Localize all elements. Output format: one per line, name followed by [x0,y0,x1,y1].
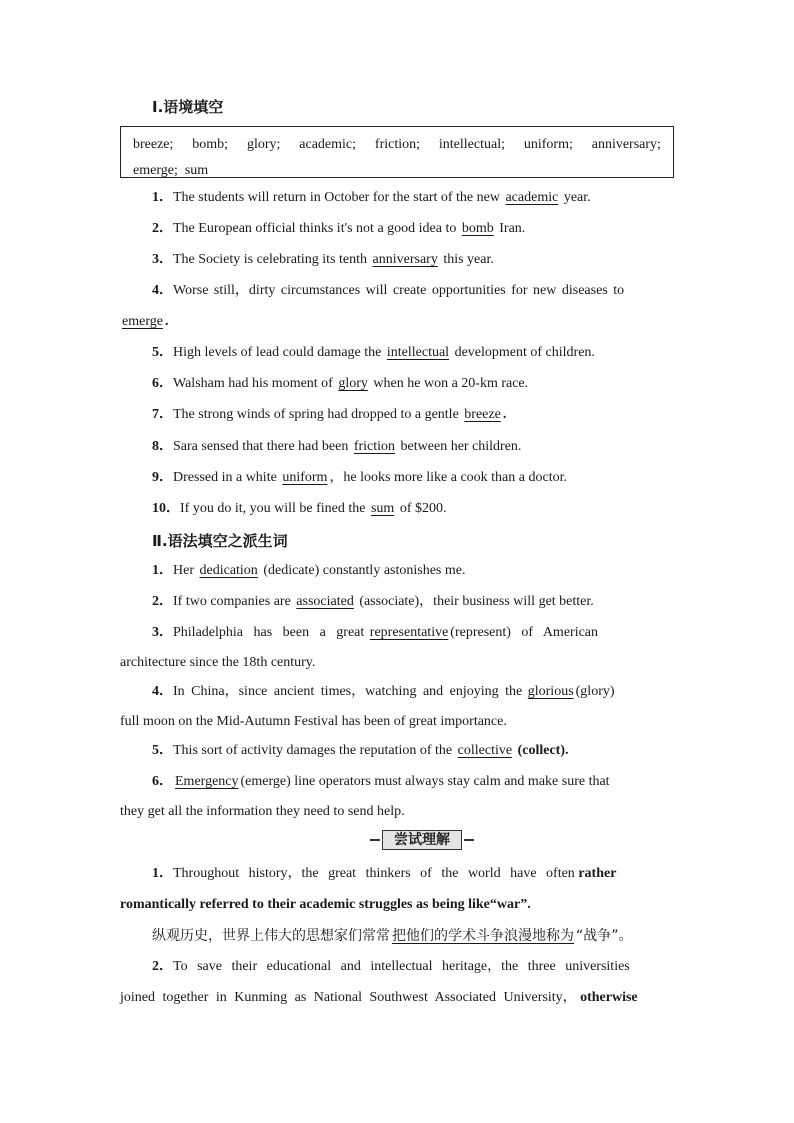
s3-item-1: 1．Throughout history，the great thinkers of the world have often rather [152,866,617,881]
s3-item-1-cont: romantically referred to their academic struggles as being like“war”. [120,897,531,912]
s1-item-5: 5．High levels of lead could damage the intellectual development of children. [152,345,595,360]
s2-item-4: 4．In China，since ancient times，watching and enjoying the glorious (glory) [152,684,615,699]
section-banner [370,830,474,850]
word-bank-box [120,126,674,178]
s1-item-7: 7．The strong winds of spring had dropped to a gentle breeze . [152,407,507,422]
s2-item-5: 5．This sort of activity damages the reputation of the collective (collect). [152,743,569,758]
answer: friction [353,439,396,454]
word-bank-word: intellectual; [438,137,505,152]
answer: emerge [122,314,163,329]
word-bank-word: uniform; [523,137,573,152]
answer: collective [457,743,513,758]
banner-left-rule [370,839,380,841]
answer: dedication [199,563,258,578]
s2-item-2: 2．If two companies are associated (associate)，their business will get better. [152,594,594,609]
s2-item-4-cont: full moon on the Mid-Autumn Festival has been of great importance. [120,714,507,729]
s2-item-6-cont: they get all the information they need to send help. [120,804,405,819]
s1-item-4-cont: emerge . [122,314,169,329]
answer: associated [296,594,354,609]
s3-item-2-cont: joined together in Kunming as National Southwest Associated University， otherwise [120,990,638,1005]
section-2-title: Ⅱ.语法填空之派生词 [152,532,288,550]
section-1-title: Ⅰ.语境填空 [152,98,224,116]
s2-item-3-cont: architecture since the 18th century. [120,655,316,670]
s1-item-8: 8．Sara sensed that there had been friction between her children. [152,439,522,454]
word-bank-word: anniversary; [591,137,661,152]
word-bank-word: academic; [299,137,357,152]
s1-item-6: 6．Walsham had his moment of glory when he won a 20-km race. [152,376,529,391]
word-bank-line-2: emerge; sum [133,163,209,178]
word-bank-word: friction; [374,137,421,152]
answer: glory [338,376,368,391]
answer: intellectual [386,345,450,360]
answer: sum [370,501,395,516]
s1-item-4: 4．Worse still，dirty circumstances will create opportunities for new diseases to [152,283,625,298]
s1-item-3: 3．The Society is celebrating its tenth anniversary this year. [152,252,494,267]
answer: Emergency [175,774,239,789]
answer: glorious [527,684,574,699]
s2-item-3: 3．Philadelphia has been a great representative (represent) of American [152,625,599,640]
word-bank-line-1 [133,132,661,158]
s2-item-1: 1．Her dedication (dedicate) constantly astonishes me. [152,563,466,578]
banner-label: 尝试理解 [382,830,462,850]
answer: academic [505,190,559,205]
s2-item-6: 6． Emergency (emerge) line operators must always stay calm and make sure that [152,774,610,789]
s3-item-1-translation: 纵观历史，世界上伟大的思想家们常常 把他们的学术斗争浪漫地称为 “战争”。 [152,928,633,944]
word-bank-word: bomb; [192,137,229,152]
answer: bomb [461,221,494,236]
s1-item-10: 10．If you do it, you will be fined the sum of $200. [152,501,447,516]
answer: representative [369,625,449,640]
answer: breeze [464,407,501,422]
answer: anniversary [372,252,438,267]
s1-item-1: 1．The students will return in October for the start of the new academic year. [152,190,591,205]
word-bank-word: breeze; [133,137,174,152]
word-bank-word: glory; [246,137,281,152]
answer: uniform [282,470,328,485]
translation-underlined: 把他们的学术斗争浪漫地称为 [392,928,574,944]
banner-right-rule [464,839,474,841]
s1-item-2: 2．The European official thinks it's not a good idea to bomb Iran. [152,221,526,236]
s1-item-9: 9．Dressed in a white uniform ，he looks more like a cook than a doctor. [152,470,567,485]
s3-item-2: 2．To save their educational and intellectual heritage，the three universities [152,959,630,974]
